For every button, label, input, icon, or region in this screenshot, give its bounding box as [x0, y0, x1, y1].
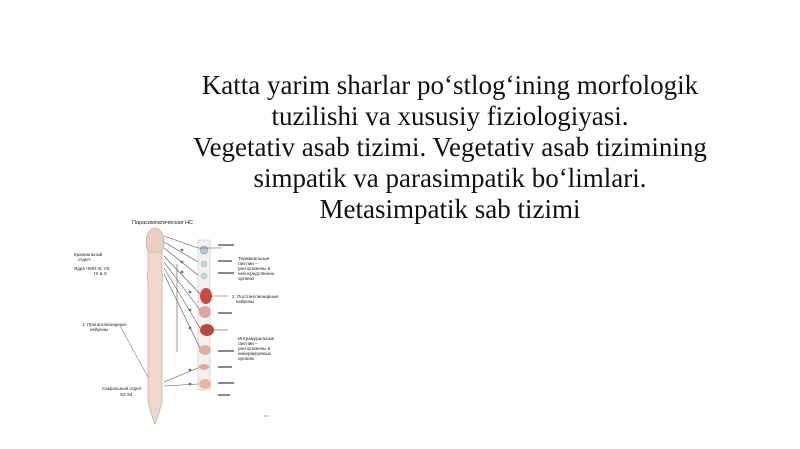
title-line-3: Vegetativ asab tizimi. Vegetativ asab tizimining — [193, 132, 707, 162]
nerves-label: Ядра ЧМН III, VII, — [74, 266, 111, 271]
intramural-ganglia-label: Интрамуральные — [238, 336, 275, 341]
nerve-lines — [164, 236, 228, 386]
postganglionic-label-2: нейроны — [236, 299, 255, 304]
gland-icon — [201, 273, 207, 279]
postganglionic-label: 2. Постганглионарные — [232, 294, 279, 299]
terminal-ganglia-label-3: расположены в — [238, 266, 271, 271]
slide-title — [150, 70, 750, 225]
title-line-5: Metasimpatik sab tizimi — [319, 194, 581, 224]
spinal-cord — [146, 228, 164, 424]
terminal-ganglia-label: Терминальные — [238, 256, 270, 261]
stomach-icon — [199, 345, 211, 355]
title-line-1: Katta yarim sharlar po‘stlog‘ining morfologik — [201, 70, 699, 100]
lung-icon — [199, 306, 211, 318]
terminal-ganglia-label-4: непосредственно — [238, 271, 275, 276]
bladder-icon — [199, 379, 211, 389]
intramural-ganglia-label-5: органах — [238, 356, 255, 361]
terminal-ganglia-label-2: ганглии – — [238, 261, 258, 266]
nerves-label-2: IX & X — [94, 271, 107, 276]
organ-label-stubs — [218, 244, 234, 396]
cranial-label: Краниальный — [74, 252, 103, 257]
liver-icon — [200, 324, 214, 336]
title-line-4: simpatik va parasimpatik bo‘limlari. — [253, 163, 647, 193]
gland-icon — [201, 261, 207, 267]
figure-page-number: 19 — [264, 414, 268, 418]
parasympathetic-diagram — [72, 212, 284, 430]
preganglionic-label-2: нейроны — [90, 327, 109, 332]
intramural-ganglia-label-2: ганглии – — [238, 341, 258, 346]
organ-column — [198, 240, 214, 390]
cranial-label-2: отдел: — [78, 257, 92, 262]
sacral-label-2: S2-S4 — [120, 392, 133, 397]
terminal-ganglia-label-5: органах — [238, 276, 255, 281]
intramural-ganglia-label-3: расположены в — [238, 346, 271, 351]
title-line-2: tuzilishi va xususiy fiziologiyasi. — [271, 101, 629, 131]
sacral-label: Сакральный отдел: — [102, 386, 143, 391]
intramural-ganglia-label-4: иннервируемых — [238, 351, 272, 356]
preganglionic-label: 1. Преганглионарные — [82, 322, 127, 327]
ganglia — [181, 249, 192, 386]
eye-icon — [200, 246, 208, 254]
diagram-heading: Парасимпатическая НС — [132, 220, 193, 226]
preganglionic-pointer — [120, 326, 148, 377]
